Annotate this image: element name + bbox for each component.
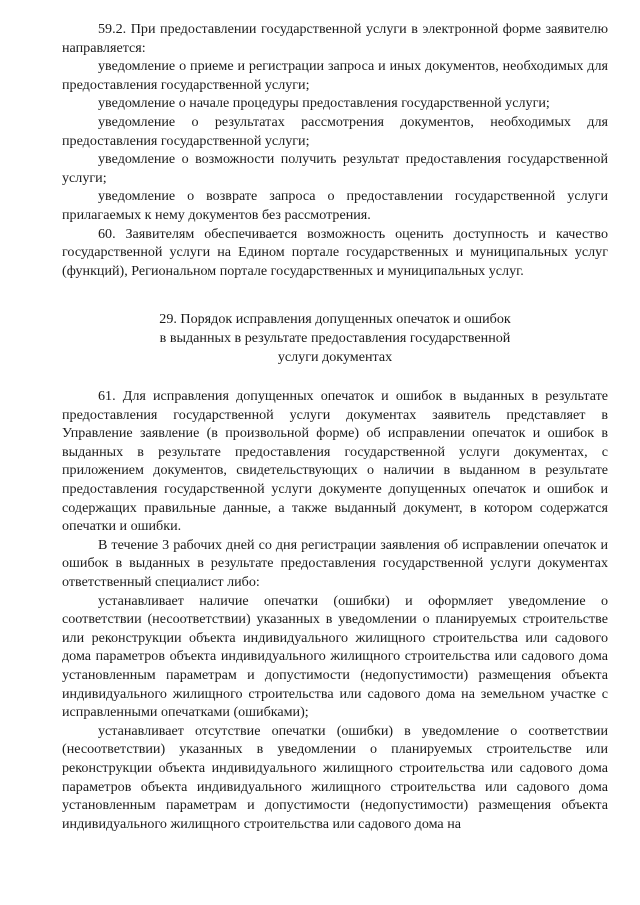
document-page	[62, 20, 608, 833]
heading-line-2: в выданных в результате предоставления государственной	[159, 329, 511, 346]
paragraph-59-2: 59.2. При предоставлении государственной услуги в электронной форме заявителю направляется:	[62, 21, 608, 56]
list-item-return-notice: уведомление о возврате запроса о предоставлении государственной услуги прилагаемых к нему документов без рассмотрения.	[62, 188, 608, 223]
list-item-error-found: устанавливает наличие опечатки (ошибки) и оформляет уведомление о соответствии (несоответствии) указанных в уведомлении о планируемых строительстве или реконструкции объекта индивидуального жилищного строительства или садового дома параметров объекта индивидуального жилищного строительства или садового дома установленным параметрам и допустимости (недопустимости) размещения объекта индивидуального жилищного строительства или садового дома на земельном участке с исправленными опечатками (ошибками);	[62, 592, 608, 721]
heading-line-1: 29. Порядок исправления допущенных опечаток и ошибок	[159, 311, 511, 328]
list-item-possibility-notice: уведомление о возможности получить результат предоставления государственной услуги;	[62, 151, 608, 186]
list-item-receipt-notice: уведомление о приеме и регистрации запроса и иных документов, необходимых для предоставления государственной услуги;	[62, 58, 608, 93]
paragraph-review-period: В течение 3 рабочих дней со дня регистрации заявления об исправлении опечаток и ошибок в выданных в результате предоставления государственной услуги документах ответственный специалист либо:	[62, 536, 608, 591]
section-notifications	[62, 20, 608, 280]
list-item-error-absent: устанавливает отсутствие опечатки (ошибки) в уведомление о соответствии (несоответствии) указанных в уведомлении о планируемых строительстве или реконструкции объекта индивидуального жилищного строительства или садового дома параметров объекта индивидуального жилищного строительства или садового дома установленным параметрам и допустимости (недопустимости) размещения объекта индивидуального жилищного строительства или садового дома на	[62, 722, 608, 832]
list-item-results-notice: уведомление о результатах рассмотрения документов, необходимых для предоставления государственной услуги;	[62, 113, 608, 149]
section-heading-29	[62, 310, 608, 366]
paragraph-61: 61. Для исправления допущенных опечаток и ошибок в выданных в результате предоставления государственной услуги документах заявитель представляет в Управление заявление (в произвольной форме) об исправлении опечаток и ошибок в выданных в результате предоставления государственной услуги документах, с приложением документов, свидетельствующих о наличии в выданном в результате предоставления государственной услуги документе допущенных опечаток и ошибок и содержащих правильные данные, а также выданный документ, в котором содержатся опечатки и ошибки.	[62, 388, 608, 535]
heading-line-3: услуги документах	[277, 348, 393, 365]
section-corrections	[62, 387, 608, 833]
paragraph-60: 60. Заявителям обеспечивается возможность оценить доступность и качество государственной услуги на Едином портале государственных и муниципальных услуг (функций), Региональном портале государственных и муниципальных услуг.	[62, 225, 608, 279]
list-item-start-notice: уведомление о начале процедуры предоставления государственной услуги;	[98, 95, 550, 112]
